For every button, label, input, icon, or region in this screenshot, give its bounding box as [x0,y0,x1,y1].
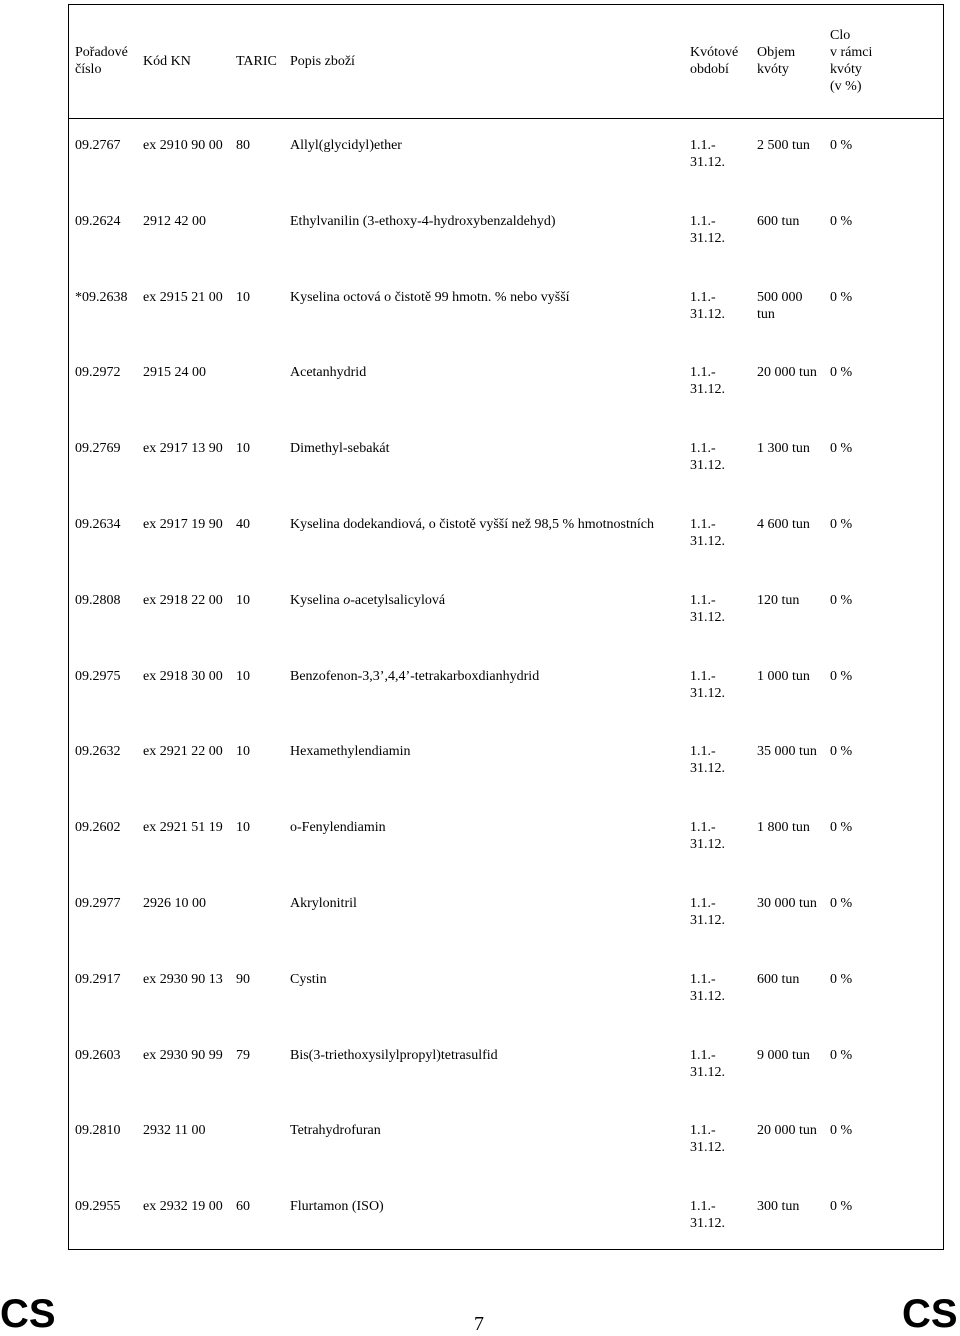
description-text: Kyselina [290,592,344,608]
description-cell: Tetrahydrofuran [290,1123,381,1139]
quota-volume-cell [757,895,817,912]
order-no-cell: 09.2632 [75,744,121,760]
duty-cell: 0 % [830,138,853,153]
header-duty: Clo v rámci kvóty (v %) [830,28,873,94]
description-cell: Acetanhydrid [290,365,367,381]
quota-period-end: 31.12. [690,458,725,474]
quota-period-end: 31.12. [690,837,725,853]
duty-cell: 0 % [830,213,853,229]
quota-period-start: 1.1.- [690,896,716,911]
order-no-cell: 09.2808 [75,592,121,608]
quota-volume-unit: tun [757,306,775,322]
quota-volume-cell [757,289,803,323]
quota-volume-line: 20 000 tun [757,1123,817,1139]
header-description: Popis zboží [290,53,355,69]
order-no-cell: 09.2955 [75,1199,121,1215]
quota-volume-line: 9 000 tun [757,1047,810,1063]
italic-prefix: o [343,592,351,608]
quota-period-cell [690,743,725,777]
quota-period-start: 1.1.- [690,517,716,532]
cn-code-cell: ex 2918 30 00 [143,668,223,684]
quota-period-start: 1.1.- [690,213,716,229]
taric-cell: 60 [236,1199,250,1215]
table-row [68,1047,944,1123]
table-row [68,516,944,592]
quota-period-cell [690,213,725,247]
quota-volume-line: 120 tun [757,592,800,608]
table-row [68,592,944,668]
quota-period-cell [690,668,725,702]
quota-period-end: 31.12. [690,913,725,928]
quota-volume-cell [757,743,817,760]
header-quota-period: Kvótové období [690,45,739,77]
table-row [68,1122,944,1198]
quota-period-cell [690,1122,725,1156]
quota-period-start: 1.1.- [690,668,716,684]
quota-volume-line: 1 000 tun [757,668,810,684]
order-no-cell: 09.2769 [75,441,121,457]
duty-cell: 0 % [830,365,853,381]
quota-volume-cell [757,668,810,685]
cn-code-cell: ex 2910 90 00 [143,138,223,153]
quota-volume-line: 35 000 tun [757,744,817,760]
quota-volume-line: 500 000 [757,289,803,305]
cn-code-cell: ex 2921 51 19 [143,820,223,836]
description-cell: Allyl(glycidyl)ether [290,138,402,153]
order-no-cell: *09.2638 [75,289,128,305]
quota-period-end: 31.12. [690,382,725,398]
quota-period-start: 1.1.- [690,1047,716,1063]
quota-period-start: 1.1.- [690,289,716,305]
description-cell: Flurtamon (ISO) [290,1199,384,1215]
quota-volume-cell [757,1198,799,1215]
description-cell: Akrylonitril [290,896,357,911]
quota-period-start: 1.1.- [690,441,716,457]
taric-cell: 10 [236,289,250,305]
header-cn-code: Kód KN [143,53,191,69]
taric-cell: 80 [236,138,250,153]
header-order-no: Pořadové číslo [75,45,128,77]
description-cell: o-Fenylendiamin [290,820,386,836]
header-taric: TARIC [236,53,277,69]
description-cell: Dimethyl-sebakát [290,441,390,457]
cn-code-cell: ex 2915 21 00 [143,289,223,305]
quota-volume-cell [757,516,810,533]
cn-code-cell: ex 2918 22 00 [143,592,223,608]
table-row [68,364,944,440]
taric-cell: 10 [236,744,250,760]
description-cell [290,592,445,609]
duty-cell: 0 % [830,441,853,457]
quota-period-end: 31.12. [690,155,725,170]
order-no-cell: 09.2603 [75,1047,121,1063]
quota-volume-cell [757,1047,810,1064]
quota-volume-line: 20 000 tun [757,365,817,381]
table-row [68,137,944,213]
taric-cell: 10 [236,441,250,457]
duty-cell: 0 % [830,1047,853,1063]
cn-code-cell: 2926 10 00 [143,896,206,911]
table-row [68,1198,944,1274]
description-cell: Benzofenon-3,3’,4,4’-tetrakarboxdianhydrid [290,668,540,684]
table-row [68,668,944,744]
quota-period-cell [690,137,725,171]
table-row [68,971,944,1047]
quota-period-cell [690,1198,725,1232]
description-cell: Hexamethylendiamin [290,744,411,760]
duty-cell: 0 % [830,1199,853,1215]
order-no-cell: 09.2977 [75,896,121,911]
quota-period-cell [690,364,725,398]
quota-period-start: 1.1.- [690,744,716,760]
quota-period-end: 31.12. [690,1140,725,1156]
duty-cell: 0 % [830,1123,853,1139]
order-no-cell: 09.2975 [75,668,121,684]
taric-cell: 10 [236,668,250,684]
quota-volume-line: 4 600 tun [757,517,810,532]
quota-period-end: 31.12. [690,1216,725,1232]
quota-period-end: 31.12. [690,1064,725,1080]
quota-period-start: 1.1.- [690,592,716,608]
table-row [68,440,944,516]
order-no-cell: 09.2767 [75,138,121,153]
quota-period-cell [690,440,725,474]
duty-cell: 0 % [830,744,853,760]
duty-cell: 0 % [830,592,853,608]
quota-volume-line: 600 tun [757,213,800,229]
description-cell: Kyselina dodekandiová, o čistotě vyšší než 98,5 % hmotnostních [290,517,654,532]
table-row [68,743,944,819]
duty-cell: 0 % [830,820,853,836]
quota-volume-cell [757,440,810,457]
table-row [68,819,944,895]
cn-code-cell: ex 2921 22 00 [143,744,223,760]
quota-volume-cell [757,971,799,988]
quota-volume-cell [757,213,799,230]
description-cell: Cystin [290,971,327,987]
duty-cell: 0 % [830,896,853,911]
header-quota-volume: Objem kvóty [757,45,796,77]
quota-period-end: 31.12. [690,761,725,777]
cn-code-cell: 2915 24 00 [143,365,206,381]
order-no-cell: 09.2972 [75,365,121,381]
cn-code-cell: 2912 42 00 [143,213,206,229]
quota-volume-line: 300 tun [757,1199,800,1215]
quota-period-start: 1.1.- [690,365,716,381]
order-no-cell: 09.2624 [75,213,121,229]
quota-volume-cell [757,592,799,609]
taric-cell: 40 [236,517,250,532]
quota-period-end: 31.12. [690,306,725,322]
cn-code-cell: ex 2917 13 90 [143,441,223,457]
quota-period-start: 1.1.- [690,1199,716,1215]
description-cell: Bis(3-triethoxysilylpropyl)tetrasulfid [290,1047,498,1063]
quota-period-start: 1.1.- [690,138,716,153]
quota-period-cell [690,592,725,626]
cn-code-cell: 2932 11 00 [143,1123,206,1139]
table-row [68,895,944,971]
quota-period-cell [690,516,725,550]
quota-period-end: 31.12. [690,534,725,549]
quota-period-start: 1.1.- [690,820,716,836]
table-row [68,289,944,365]
quota-volume-line: 600 tun [757,971,800,987]
quota-period-start: 1.1.- [690,971,716,987]
cn-code-cell: ex 2917 19 90 [143,517,223,532]
quota-period-start: 1.1.- [690,1123,716,1139]
quota-period-end: 31.12. [690,685,725,701]
quota-volume-line: 2 500 tun [757,138,810,153]
taric-cell: 10 [236,820,250,836]
quota-period-cell [690,819,725,853]
order-no-cell: 09.2810 [75,1123,121,1139]
quota-period-cell [690,971,725,1005]
quota-volume-cell [757,364,817,381]
table-row [68,213,944,289]
duty-cell: 0 % [830,971,853,987]
quota-period-cell [690,289,725,323]
duty-cell: 0 % [830,668,853,684]
quota-volume-line: 1 800 tun [757,820,810,836]
quota-volume-line: 1 300 tun [757,441,810,457]
table-top-border [68,4,944,5]
cn-code-cell: ex 2930 90 99 [143,1047,223,1063]
duty-cell: 0 % [830,289,853,305]
footer-language-right: CS [902,1292,958,1336]
cn-code-cell: ex 2930 90 13 [143,971,223,987]
quota-volume-cell [757,1122,817,1139]
quota-period-end: 31.12. [690,230,725,246]
quota-table [68,4,944,1250]
header-bottom-border [68,118,944,119]
order-no-cell: 09.2917 [75,971,121,987]
footer-language-left: CS [0,1292,56,1336]
taric-cell: 10 [236,592,250,608]
quota-period-cell [690,895,725,929]
description-text: -acetylsalicylová [350,592,446,608]
duty-cell: 0 % [830,517,853,532]
quota-volume-line: 30 000 tun [757,896,817,911]
quota-period-end: 31.12. [690,609,725,625]
page-number: 7 [474,1313,484,1335]
quota-period-cell [690,1047,725,1081]
description-cell: Ethylvanilin (3-ethoxy-4-hydroxybenzaldehyd) [290,213,556,229]
description-cell: Kyselina octová o čistotě 99 hmotn. % nebo vyšší [290,289,570,305]
quota-period-end: 31.12. [690,988,725,1004]
taric-cell: 79 [236,1047,250,1063]
cn-code-cell: ex 2932 19 00 [143,1199,223,1215]
quota-volume-cell [757,819,810,836]
taric-cell: 90 [236,971,250,987]
order-no-cell: 09.2634 [75,517,121,532]
quota-volume-cell [757,137,810,154]
order-no-cell: 09.2602 [75,820,121,836]
